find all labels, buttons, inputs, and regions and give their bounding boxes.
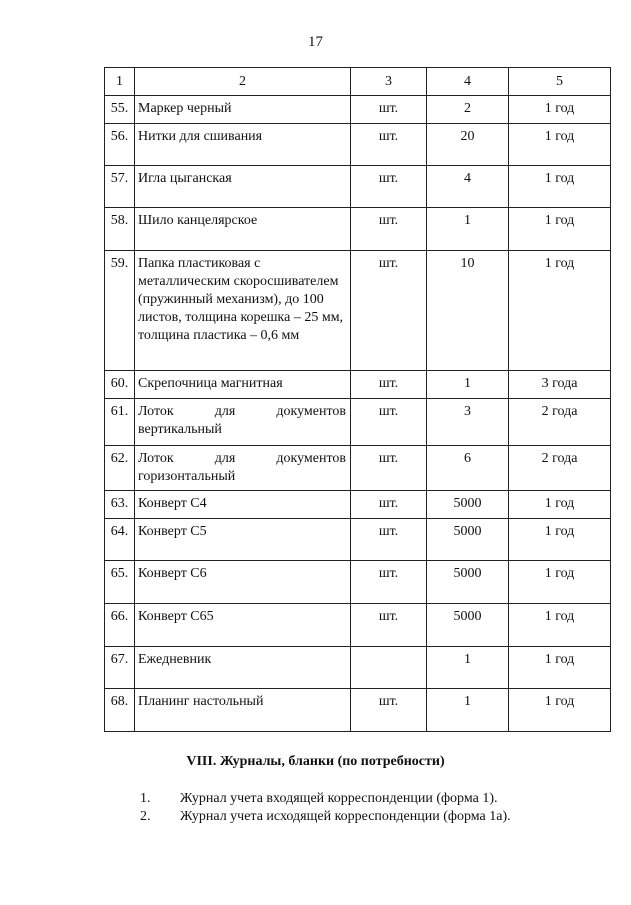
item-unit: шт. [351, 561, 427, 604]
table-row [105, 251, 611, 371]
page-number: 17 [308, 34, 323, 50]
list-item-number: 2. [140, 809, 151, 824]
item-quantity: 10 [427, 251, 509, 371]
item-name-line: Лоток для документов [138, 451, 346, 466]
item-quantity: 3 [427, 399, 509, 446]
item-quantity: 5000 [427, 604, 509, 647]
item-name: Конверт С65 [135, 604, 351, 647]
row-number: 68. [105, 689, 135, 732]
table-row [105, 371, 611, 399]
table-row [105, 689, 611, 732]
item-term: 1 год [509, 689, 611, 732]
item-quantity: 5000 [427, 519, 509, 561]
item-unit: шт. [351, 604, 427, 647]
item-unit: шт. [351, 371, 427, 399]
item-term: 1 год [509, 251, 611, 371]
item-quantity: 1 [427, 371, 509, 399]
row-number: 60. [105, 371, 135, 399]
item-quantity: 1 [427, 689, 509, 732]
item-name-line: Лоток для документов [138, 404, 346, 419]
row-number: 55. [105, 96, 135, 124]
table-row [105, 519, 611, 561]
row-number: 56. [105, 124, 135, 166]
row-number: 67. [105, 647, 135, 689]
item-unit: шт. [351, 124, 427, 166]
item-quantity: 1 [427, 208, 509, 251]
row-number: 65. [105, 561, 135, 604]
item-unit: шт. [351, 96, 427, 124]
row-number: 64. [105, 519, 135, 561]
header-cell: 2 [135, 68, 351, 96]
list-item [140, 808, 511, 826]
item-name: Папка пластиковая с металлическим скоросшивателем (пружинный механизм), до 100 листов, толщина корешка – 25 мм, толщина пластика – 0,6 мм [135, 251, 351, 371]
item-term: 1 год [509, 647, 611, 689]
item-term: 1 год [509, 166, 611, 208]
item-unit: шт. [351, 689, 427, 732]
item-name: Конверт С6 [135, 561, 351, 604]
table-row [105, 561, 611, 604]
item-quantity: 5000 [427, 491, 509, 519]
row-number: 62. [105, 446, 135, 491]
item-name: Планинг настольный [135, 689, 351, 732]
table-row [105, 124, 611, 166]
item-quantity: 20 [427, 124, 509, 166]
item-name [135, 446, 351, 491]
table-row [105, 604, 611, 647]
list-item-text: Журнал учета входящей корреспонденции (форма 1). [180, 791, 498, 806]
item-name-line: горизонтальный [138, 469, 236, 484]
item-quantity: 1 [427, 647, 509, 689]
table-row [105, 491, 611, 519]
item-name: Конверт С4 [135, 491, 351, 519]
header-cell: 5 [509, 68, 611, 96]
table-row [105, 399, 611, 446]
supplies-table [104, 67, 611, 732]
item-term: 3 года [509, 371, 611, 399]
row-number: 61. [105, 399, 135, 446]
item-unit: шт. [351, 399, 427, 446]
item-unit: шт. [351, 491, 427, 519]
item-quantity: 2 [427, 96, 509, 124]
item-unit: шт. [351, 519, 427, 561]
item-name: Шило канцелярское [135, 208, 351, 251]
item-name: Нитки для сшивания [135, 124, 351, 166]
item-term: 2 года [509, 399, 611, 446]
item-quantity: 4 [427, 166, 509, 208]
row-number: 66. [105, 604, 135, 647]
item-term: 1 год [509, 491, 611, 519]
item-name [135, 399, 351, 446]
table-row [105, 166, 611, 208]
table-row [105, 647, 611, 689]
item-quantity: 6 [427, 446, 509, 491]
item-term: 1 год [509, 124, 611, 166]
table-row [105, 208, 611, 251]
item-name: Игла цыганская [135, 166, 351, 208]
row-number: 57. [105, 166, 135, 208]
item-term: 1 год [509, 208, 611, 251]
item-unit: шт. [351, 251, 427, 371]
item-unit: шт. [351, 446, 427, 491]
item-name: Ежедневник [135, 647, 351, 689]
section-title: VIII. Журналы, бланки (по потребности) [186, 754, 445, 769]
section-list [140, 790, 511, 826]
table-header-row [105, 68, 611, 96]
table-row [105, 96, 611, 124]
item-term: 1 год [509, 96, 611, 124]
item-term: 1 год [509, 604, 611, 647]
row-number: 63. [105, 491, 135, 519]
item-name: Маркер черный [135, 96, 351, 124]
item-unit: шт. [351, 166, 427, 208]
list-item [140, 790, 511, 808]
item-name: Скрепочница магнитная [135, 371, 351, 399]
item-term: 2 года [509, 446, 611, 491]
item-term: 1 год [509, 519, 611, 561]
table-row [105, 446, 611, 491]
item-quantity: 5000 [427, 561, 509, 604]
item-name-line: вертикальный [138, 422, 222, 437]
header-cell: 1 [105, 68, 135, 96]
header-cell: 4 [427, 68, 509, 96]
list-item-text: Журнал учета исходящей корреспонденции (форма 1а). [180, 809, 511, 824]
header-cell: 3 [351, 68, 427, 96]
item-unit: шт. [351, 208, 427, 251]
row-number: 59. [105, 251, 135, 371]
item-term: 1 год [509, 561, 611, 604]
row-number: 58. [105, 208, 135, 251]
item-unit [351, 647, 427, 689]
list-item-number: 1. [140, 791, 151, 806]
item-name: Конверт С5 [135, 519, 351, 561]
